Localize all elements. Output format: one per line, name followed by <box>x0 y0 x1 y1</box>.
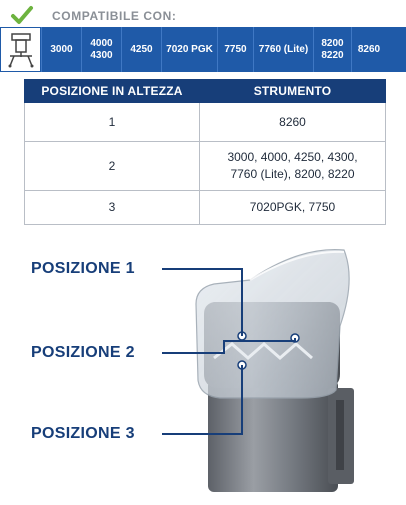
tools-cell <box>200 142 386 191</box>
tools-cell: 8260 <box>200 103 386 142</box>
table-row <box>25 103 386 142</box>
check-icon <box>10 3 34 27</box>
model-7760-lite: 7760 (Lite) <box>253 27 313 72</box>
rotary-tool-stand-icon <box>0 27 41 72</box>
model-8200-8220: 8200 8220 <box>313 27 351 72</box>
compatible-models-strip <box>0 27 406 72</box>
table-header-tool: STRUMENTO <box>200 80 386 103</box>
tools-line-1: 3000, 4000, 4250, 4300, <box>227 150 358 164</box>
position-2-label: POSIZIONE 2 <box>31 344 135 361</box>
compatible-with-label: COMPATIBILE CON: <box>52 9 177 23</box>
position-cell: 3 <box>25 191 200 225</box>
model-3000: 3000 <box>41 27 81 72</box>
table-row <box>25 142 386 191</box>
model-8260: 8260 <box>351 27 386 72</box>
height-position-table <box>24 79 386 225</box>
model-7020-pgk: 7020 PGK <box>161 27 217 72</box>
model-4250: 4250 <box>121 27 161 72</box>
model-7750: 7750 <box>217 27 253 72</box>
attachment-illustration <box>0 240 406 500</box>
position-3-label: POSIZIONE 3 <box>31 425 135 442</box>
table-row <box>25 191 386 225</box>
tools-cell: 7020PGK, 7750 <box>200 191 386 225</box>
tools-line-2: 7760 (Lite), 8200, 8220 <box>230 167 355 181</box>
model-4000-4300: 4000 4300 <box>81 27 121 72</box>
position-cell: 2 <box>25 142 200 191</box>
position-1-label: POSIZIONE 1 <box>31 260 135 277</box>
position-cell: 1 <box>25 103 200 142</box>
table-header-position: POSIZIONE IN ALTEZZA <box>25 80 200 103</box>
height-positions-diagram <box>0 240 406 500</box>
